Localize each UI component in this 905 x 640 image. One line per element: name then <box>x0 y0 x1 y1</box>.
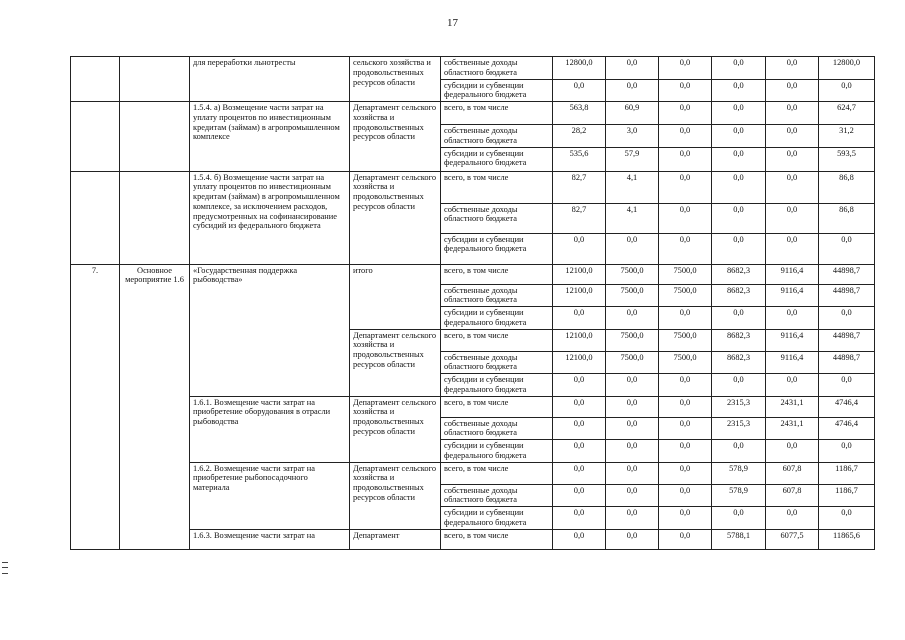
table-row <box>71 57 875 80</box>
table-cell: 0,0 <box>659 374 712 397</box>
margin-mark <box>2 562 8 574</box>
table-cell: 0,0 <box>766 125 819 148</box>
table-cell <box>71 171 120 264</box>
table-cell: 0,0 <box>819 233 875 264</box>
table-cell: 0,0 <box>606 417 659 440</box>
table-cell: 0,0 <box>712 102 766 125</box>
table-cell: 7500,0 <box>659 351 712 374</box>
table-cell: 0,0 <box>659 529 712 549</box>
table-cell: 0,0 <box>553 233 606 264</box>
table-cell: 5788,1 <box>712 529 766 549</box>
table-cell: всего, в том числе <box>441 462 553 484</box>
table-cell: 0,0 <box>712 203 766 233</box>
table-cell: субсидии и субвенции федерального бюджета <box>441 233 553 264</box>
table-cell: 7500,0 <box>659 284 712 307</box>
table-cell: 8682,3 <box>712 351 766 374</box>
table-cell: 0,0 <box>606 307 659 330</box>
table-cell: 0,0 <box>606 529 659 549</box>
table-cell: 0,0 <box>712 125 766 148</box>
table-cell: 0,0 <box>766 147 819 171</box>
table-cell: 1186,7 <box>819 484 875 507</box>
table-cell: 7500,0 <box>606 264 659 284</box>
table-cell: 0,0 <box>819 374 875 397</box>
table-cell: Основное мероприятие 1.6 <box>120 264 190 549</box>
table-cell: собственные доходы областного бюджета <box>441 125 553 148</box>
table-cell: для переработки льнотресты <box>190 57 350 102</box>
table-cell: 0,0 <box>659 79 712 102</box>
table-cell: 0,0 <box>659 125 712 148</box>
table-cell: 624,7 <box>819 102 875 125</box>
table-row <box>71 529 875 549</box>
table-row <box>71 264 875 284</box>
table-cell: 60,9 <box>606 102 659 125</box>
table-cell: 0,0 <box>766 307 819 330</box>
table-cell: 4,1 <box>606 171 659 203</box>
table-cell: 1.6.1. Возмещение части затрат на приобретение оборудования в отрасли рыбоводства <box>190 396 350 462</box>
table-cell: 0,0 <box>712 171 766 203</box>
table-cell: 7. <box>71 264 120 549</box>
table-cell: 0,0 <box>766 57 819 80</box>
table-cell: всего, в том числе <box>441 102 553 125</box>
table-cell: 0,0 <box>712 307 766 330</box>
table-cell: 0,0 <box>766 440 819 463</box>
table-cell: 3,0 <box>606 125 659 148</box>
table-cell: 0,0 <box>659 57 712 80</box>
table-cell: 8682,3 <box>712 329 766 351</box>
table-cell: 0,0 <box>819 307 875 330</box>
table-cell: 1186,7 <box>819 462 875 484</box>
table-cell: 0,0 <box>659 102 712 125</box>
table-cell: 0,0 <box>553 529 606 549</box>
table-cell: 0,0 <box>553 79 606 102</box>
table-cell: 0,0 <box>712 440 766 463</box>
table-cell: 28,2 <box>553 125 606 148</box>
table-cell: 0,0 <box>819 440 875 463</box>
table-cell: 1.5.4. а) Возмещение части затрат на уплату процентов по инвестиционным кредитам (займам) в агропромышленном комплексе <box>190 102 350 172</box>
table-cell: 0,0 <box>553 507 606 530</box>
table-cell: 1.5.4. б) Возмещение части затрат на уплату процентов по инвестиционным кредитам (займам) в агропромышленном комплексе, за исключением расходов, предусмотренных на софинансирование субсидий из федерального бюджета <box>190 171 350 264</box>
table-cell: 7500,0 <box>659 329 712 351</box>
table-cell: 1.6.2. Возмещение части затрат на приобретение рыбопосадочного материала <box>190 462 350 529</box>
table-cell: субсидии и субвенции федерального бюджета <box>441 79 553 102</box>
table-cell: собственные доходы областного бюджета <box>441 351 553 374</box>
table-cell: 2431,1 <box>766 396 819 417</box>
table-cell: 44898,7 <box>819 284 875 307</box>
table-cell: 0,0 <box>606 57 659 80</box>
table-cell: 0,0 <box>766 233 819 264</box>
table-cell: 0,0 <box>712 147 766 171</box>
table-cell: 8682,3 <box>712 284 766 307</box>
table-cell: 0,0 <box>606 462 659 484</box>
table-cell: субсидии и субвенции федерального бюджета <box>441 147 553 171</box>
table-cell: 31,2 <box>819 125 875 148</box>
table-cell: 57,9 <box>606 147 659 171</box>
table-cell: 11865,6 <box>819 529 875 549</box>
table-cell: 0,0 <box>659 440 712 463</box>
table-cell: субсидии и субвенции федерального бюджета <box>441 507 553 530</box>
table-cell: 7500,0 <box>606 329 659 351</box>
table-cell: 12800,0 <box>553 57 606 80</box>
table-cell: 0,0 <box>606 374 659 397</box>
table-cell: 4746,4 <box>819 417 875 440</box>
table-cell: Департамент сельского хозяйства и продовольственных ресурсов области <box>350 171 441 264</box>
table-cell: собственные доходы областного бюджета <box>441 484 553 507</box>
table-cell: Департамент сельского хозяйства и продовольственных ресурсов области <box>350 102 441 172</box>
table-cell: 607,8 <box>766 484 819 507</box>
table-cell: 0,0 <box>766 507 819 530</box>
table-cell: 9116,4 <box>766 284 819 307</box>
table-cell: 4746,4 <box>819 396 875 417</box>
table-cell: 9116,4 <box>766 351 819 374</box>
table-cell: 563,8 <box>553 102 606 125</box>
table-cell: сельского хозяйства и продовольственных ресурсов области <box>350 57 441 102</box>
table-cell <box>71 57 120 102</box>
table-cell: 0,0 <box>553 484 606 507</box>
table-cell: 0,0 <box>819 79 875 102</box>
table-cell: 0,0 <box>712 79 766 102</box>
table-cell: 0,0 <box>659 203 712 233</box>
table-cell: 0,0 <box>766 203 819 233</box>
table-cell: всего, в том числе <box>441 171 553 203</box>
table-cell: 7500,0 <box>606 351 659 374</box>
table-cell <box>120 171 190 264</box>
table-cell: субсидии и субвенции федерального бюджета <box>441 440 553 463</box>
table-cell: 12100,0 <box>553 329 606 351</box>
table-cell: 607,8 <box>766 462 819 484</box>
table-cell: 4,1 <box>606 203 659 233</box>
budget-table <box>70 56 875 550</box>
table-cell: 0,0 <box>712 374 766 397</box>
table-cell: 12100,0 <box>553 264 606 284</box>
table-cell: 0,0 <box>553 462 606 484</box>
table-cell: 578,9 <box>712 462 766 484</box>
table-cell: 0,0 <box>553 396 606 417</box>
table-cell: Департамент <box>350 529 441 549</box>
table-cell: 86,8 <box>819 171 875 203</box>
table-cell: 0,0 <box>659 396 712 417</box>
table-cell: 535,6 <box>553 147 606 171</box>
table-cell: «Государственная поддержка рыбоводства» <box>190 264 350 396</box>
table-cell: 0,0 <box>766 171 819 203</box>
table-cell: собственные доходы областного бюджета <box>441 203 553 233</box>
table-cell: 0,0 <box>606 396 659 417</box>
table-cell: 578,9 <box>712 484 766 507</box>
table-cell: 2431,1 <box>766 417 819 440</box>
table-body <box>71 57 875 550</box>
table-cell: Департамент сельского хозяйства и продовольственных ресурсов области <box>350 462 441 529</box>
table-cell: 0,0 <box>659 147 712 171</box>
table-cell: собственные доходы областного бюджета <box>441 284 553 307</box>
table-cell: всего, в том числе <box>441 264 553 284</box>
table-cell <box>71 102 120 172</box>
table-cell: 0,0 <box>659 507 712 530</box>
table-cell: 0,0 <box>712 507 766 530</box>
table-cell: Департамент сельского хозяйства и продовольственных ресурсов области <box>350 329 441 396</box>
table-cell: 12100,0 <box>553 284 606 307</box>
table-cell: 9116,4 <box>766 329 819 351</box>
table-cell: 0,0 <box>659 233 712 264</box>
table-cell: 44898,7 <box>819 329 875 351</box>
table-cell: Департамент сельского хозяйства и продовольственных ресурсов области <box>350 396 441 462</box>
table-cell: 593,5 <box>819 147 875 171</box>
table-cell: 0,0 <box>606 233 659 264</box>
table-cell: собственные доходы областного бюджета <box>441 57 553 80</box>
table-cell: 7500,0 <box>659 264 712 284</box>
table-cell: 0,0 <box>766 79 819 102</box>
table-cell: 0,0 <box>553 374 606 397</box>
table-cell: собственные доходы областного бюджета <box>441 417 553 440</box>
table-cell: 0,0 <box>659 484 712 507</box>
table-cell: 0,0 <box>712 57 766 80</box>
table-cell: всего, в том числе <box>441 396 553 417</box>
table-cell: субсидии и субвенции федерального бюджета <box>441 374 553 397</box>
table-cell: 2315,3 <box>712 396 766 417</box>
table-row <box>71 462 875 484</box>
table-cell: 0,0 <box>659 462 712 484</box>
table-cell: итого <box>350 264 441 329</box>
table-cell: 44898,7 <box>819 264 875 284</box>
table-cell: 0,0 <box>553 307 606 330</box>
page-number: 17 <box>447 17 458 29</box>
table-cell <box>120 102 190 172</box>
table-cell: 44898,7 <box>819 351 875 374</box>
table-cell: 12100,0 <box>553 351 606 374</box>
table-cell: 8682,3 <box>712 264 766 284</box>
table-cell: 2315,3 <box>712 417 766 440</box>
table-cell: 0,0 <box>659 307 712 330</box>
table-cell: всего, в том числе <box>441 529 553 549</box>
table-cell: субсидии и субвенции федерального бюджета <box>441 307 553 330</box>
table-cell: 82,7 <box>553 203 606 233</box>
table-cell: 0,0 <box>553 440 606 463</box>
table-row <box>71 171 875 203</box>
table-cell: 86,8 <box>819 203 875 233</box>
table-row <box>71 102 875 125</box>
table-cell: 7500,0 <box>606 284 659 307</box>
table-cell: 0,0 <box>606 484 659 507</box>
table-cell: всего, в том числе <box>441 329 553 351</box>
table-cell: 0,0 <box>712 233 766 264</box>
table-cell: 0,0 <box>606 79 659 102</box>
table-cell: 1.6.3. Возмещение части затрат на <box>190 529 350 549</box>
table-cell: 0,0 <box>659 417 712 440</box>
table-row <box>71 396 875 417</box>
table-cell: 0,0 <box>766 102 819 125</box>
table-cell: 0,0 <box>819 507 875 530</box>
table-cell: 12800,0 <box>819 57 875 80</box>
table-cell: 6077,5 <box>766 529 819 549</box>
table-cell: 0,0 <box>553 417 606 440</box>
table-cell <box>120 57 190 102</box>
table-cell: 82,7 <box>553 171 606 203</box>
table-cell: 0,0 <box>659 171 712 203</box>
table-cell: 0,0 <box>606 507 659 530</box>
table-cell: 0,0 <box>766 374 819 397</box>
table-cell: 0,0 <box>606 440 659 463</box>
table-cell: 9116,4 <box>766 264 819 284</box>
